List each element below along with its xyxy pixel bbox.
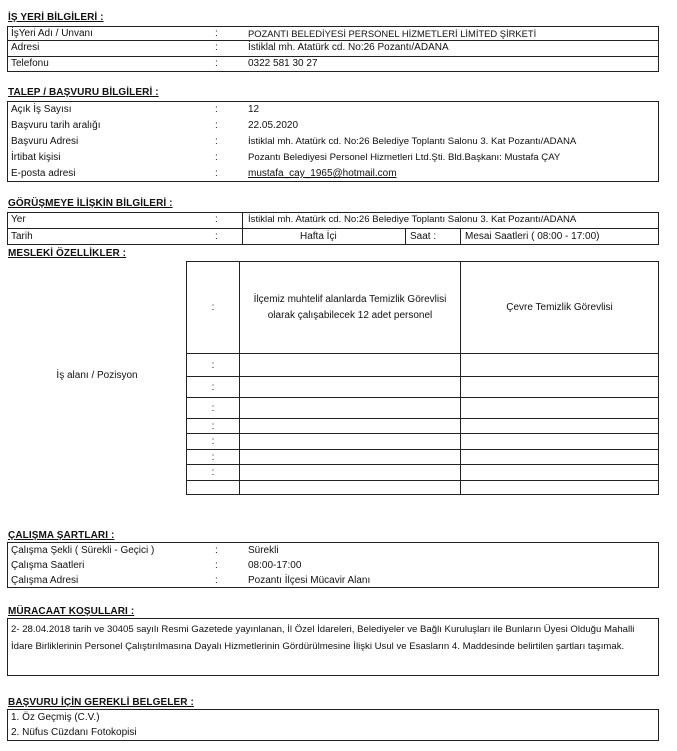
field-label: Başvuru Adresi [11, 136, 79, 147]
field-label: İşYeri Adı / Unvanı [11, 28, 93, 39]
field-colon: : [215, 168, 218, 179]
field-label: Çalışma Şekli ( Sürekli - Geçici ) [11, 545, 155, 556]
divider [187, 397, 658, 398]
gorusme-row-yer [8, 214, 658, 226]
field-colon: : [215, 104, 218, 115]
field-value: Hafta İçi [300, 231, 337, 242]
belge-label: 1. Öz Geçmiş (C.V.) [11, 712, 100, 723]
field-colon: : [215, 214, 218, 225]
position-description: İlçemiz muhtelif alanlarda Temizlik Görevlisi olarak çalışabilecek 12 adet personel [253, 293, 447, 321]
field-value: 22.05.2020 [248, 120, 299, 131]
calisma-row-sekli [8, 545, 658, 557]
field-value: 12 [248, 104, 260, 115]
divider [187, 376, 658, 377]
divider [187, 480, 658, 481]
talep-row-adres [8, 136, 658, 148]
talep-box [7, 101, 659, 182]
field-label: Çalışma Adresi [11, 575, 79, 586]
field-label: Telefonu [11, 58, 49, 69]
colon-cell: : [211, 381, 215, 393]
field-label: İrtibat kişisi [11, 152, 61, 163]
field-label: Adresi [11, 42, 40, 53]
field-value: İstiklal mh. Atatürk cd. No:26 Belediye Toplantı Salonu 3. Kat Pozantı/ADANA [248, 136, 577, 147]
field-colon: : [215, 42, 218, 53]
field-colon: : [215, 58, 218, 69]
colon-cell: : [211, 359, 215, 371]
belge-label: 2. Nüfus Cüzdanı Fotokopisi [11, 727, 137, 738]
colon-cell: : [211, 420, 215, 432]
colon-cell: : [211, 402, 215, 414]
field-value: İstiklal mh. Atatürk cd. No:26 Belediye Toplantı Salonu 3. Kat Pozantı/ADANA [248, 214, 577, 225]
colon-cell: : [211, 436, 215, 447]
belge-item [8, 712, 658, 724]
gorusme-row-tarih [8, 231, 658, 243]
section-header-talep: TALEP / BAŞVURU BİLGİLERİ : [8, 87, 159, 98]
field-colon: : [215, 545, 218, 556]
section-header-isyeri: İŞ YERİ BİLGİLERİ : [8, 12, 104, 23]
field-label: Çalışma Saatleri [11, 560, 85, 571]
divider [187, 418, 658, 419]
field-value: Mesai Saatleri ( 08:00 - 17:00) [465, 231, 600, 242]
isyeri-row-adres [8, 42, 658, 54]
divider [405, 228, 406, 244]
muracaat-box [7, 618, 659, 676]
mesleki-grid [186, 261, 659, 495]
divider [187, 449, 658, 450]
belge-item [8, 727, 658, 739]
muracaat-text: 2- 28.04.2018 tarih ve 30405 sayılı Resmi Gazetede yayınlanan, İl Özel İdareleri, Belediyeler ve Bağlı Kuruluşları ile Bunların Üyesi Olduğu Mahalli İdare Birliklerinin Personel Çalıştırılmasına Dayalı Hizmetlerinin Gördürülmesine İlişki Usul ve Esasların 4. Maddesinde belirtilen şartları taşımak. [11, 624, 635, 652]
field-value: POZANTI BELEDİYESİ PERSONEL HİZMETLERİ LİMİTED ŞİRKETİ [248, 28, 537, 39]
calisma-box [7, 542, 659, 588]
field-value: 0322 581 30 27 [248, 58, 318, 69]
talep-row-eposta [8, 168, 658, 180]
calisma-row-adresi [8, 575, 658, 587]
divider [187, 433, 658, 434]
field-colon: : [215, 120, 218, 131]
email-link[interactable]: mustafa_cay_1965@hotmail.com [248, 168, 397, 179]
divider [239, 262, 240, 494]
field-value: Pozantı Belediyesi Personel Hizmetleri Ltd.Şti. Bld.Başkanı: Mustafa ÇAY [248, 152, 561, 163]
colon-cell: : [211, 467, 215, 478]
field-value: Pozantı İlçesi Mücavir Alanı [248, 575, 371, 586]
colon-cell: : [211, 451, 215, 463]
isyeri-row-telefon [8, 58, 658, 70]
field-label: E-posta adresi [11, 168, 76, 179]
field-colon: : [215, 560, 218, 571]
divider [460, 228, 461, 244]
divider [187, 464, 658, 465]
field-value: Sürekli [248, 545, 279, 556]
isyeri-row-unvan [8, 28, 658, 40]
field-colon: : [215, 575, 218, 586]
field-colon: : [215, 28, 218, 39]
saat-label: Saat : [410, 231, 437, 242]
field-label: Açık İş Sayısı [11, 104, 72, 115]
calisma-row-saatleri [8, 560, 658, 572]
field-value: İstiklal mh. Atatürk cd. No:26 Pozantı/ADANA [248, 42, 449, 53]
position-title: Çevre Temizlik Görevlisi [506, 302, 613, 313]
field-value: 08:00-17:00 [248, 560, 302, 571]
field-label: Yer [11, 214, 26, 225]
talep-row-tarih [8, 120, 658, 132]
field-colon: : [215, 231, 218, 242]
position-label: İş alanı / Pozisyon [56, 369, 138, 381]
section-header-gorusme: GÖRÜŞMEYE İLİŞKİN BİLGİLERİ : [8, 198, 173, 209]
belgeler-box [7, 709, 659, 741]
field-colon: : [215, 136, 218, 147]
divider [8, 40, 658, 41]
section-header-belgeler: BAŞVURU İÇİN GEREKLİ BELGELER : [8, 697, 194, 708]
divider [8, 56, 658, 57]
section-header-mesleki: MESLEKİ ÖZELLİKLER : [8, 248, 127, 259]
section-header-muracaat: MÜRACAAT KOŞULLARI : [8, 606, 135, 617]
talep-row-acik-is [8, 104, 658, 116]
section-header-calisma: ÇALIŞMA ŞARTLARI : [8, 530, 115, 541]
divider [8, 228, 658, 229]
field-label: Tarih [11, 231, 33, 242]
talep-row-irtibat [8, 152, 658, 164]
colon-cell: : [211, 302, 215, 313]
divider [187, 353, 658, 354]
gorusme-box [7, 212, 659, 245]
field-colon: : [215, 152, 218, 163]
isyeri-box [7, 26, 659, 72]
field-label: Başvuru tarih aralığı [11, 120, 101, 131]
mesleki-table [7, 245, 659, 495]
